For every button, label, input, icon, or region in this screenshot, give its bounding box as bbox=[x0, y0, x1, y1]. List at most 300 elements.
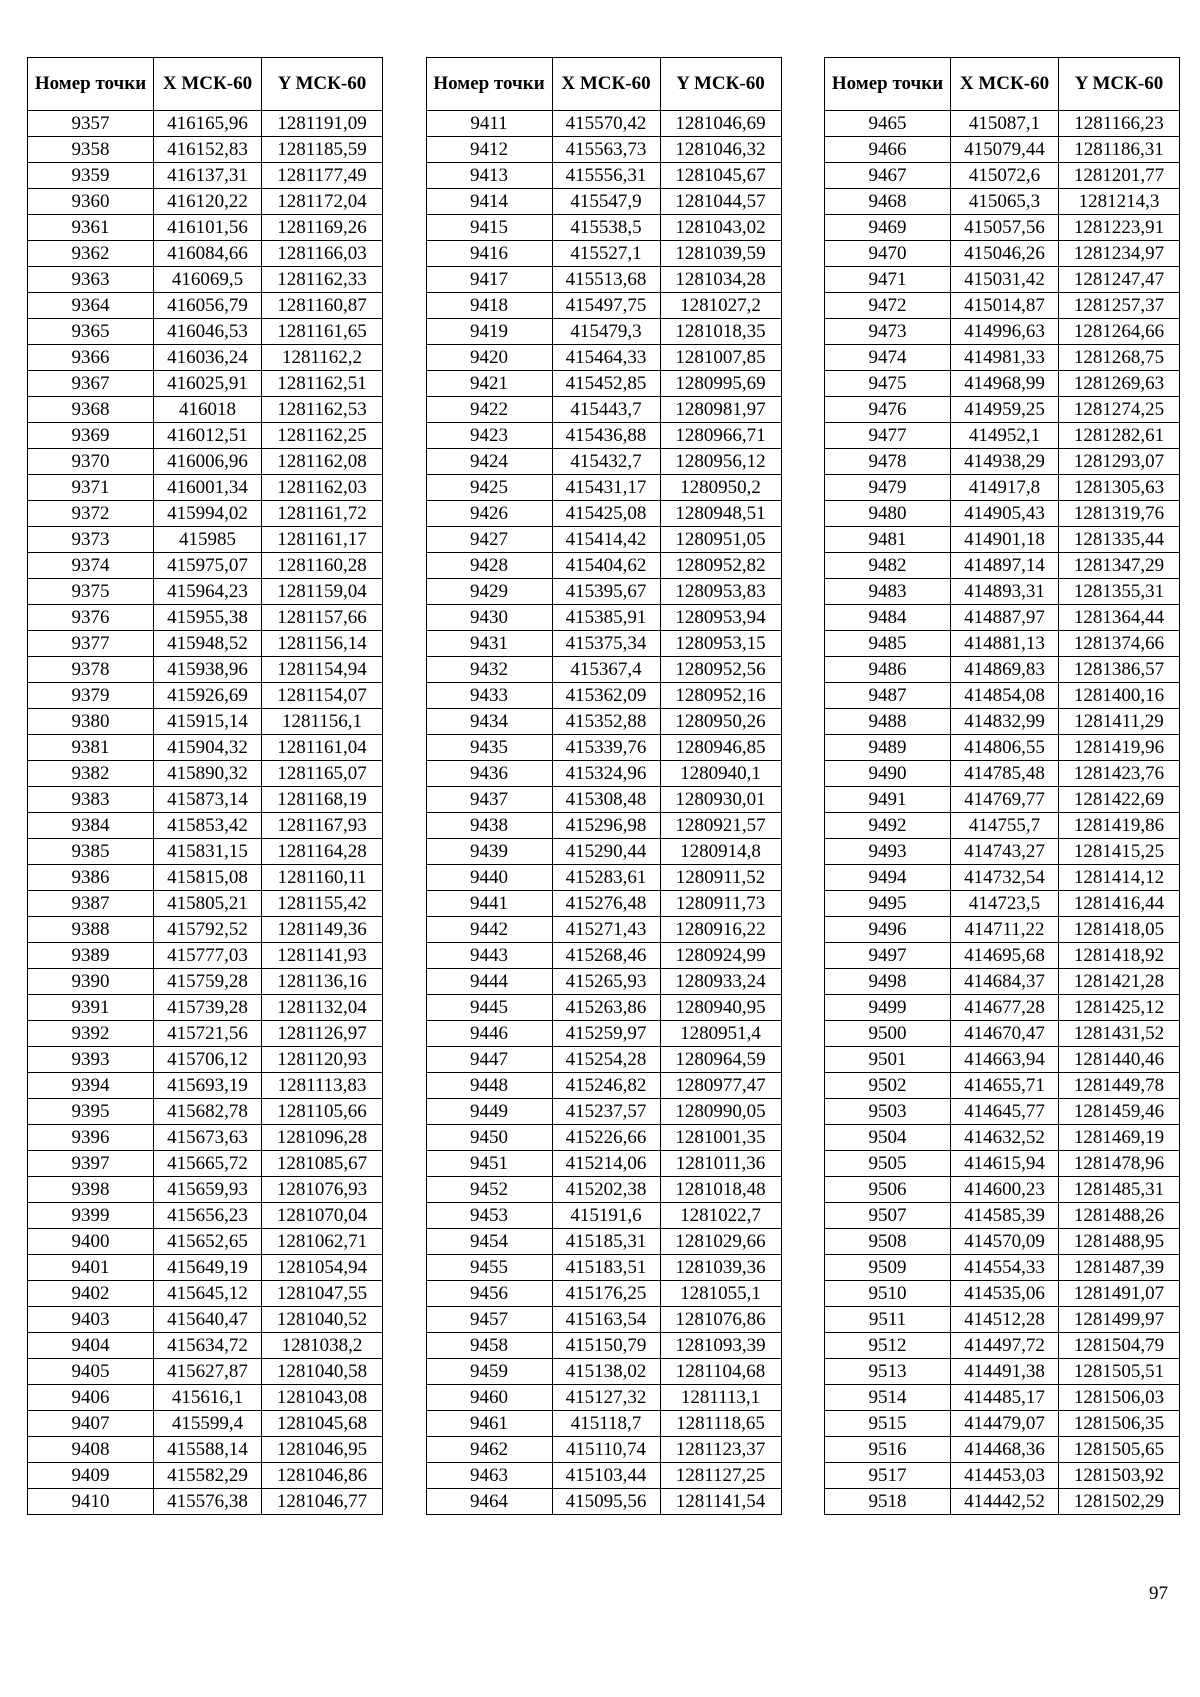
x-coordinate-cell: 415057,56 bbox=[951, 215, 1059, 241]
y-coordinate-cell: 1281011,36 bbox=[660, 1151, 781, 1177]
y-coordinate-cell: 1281503,92 bbox=[1059, 1463, 1180, 1489]
point-number-cell: 9361 bbox=[28, 215, 154, 241]
y-coordinate-cell: 1281172,04 bbox=[262, 189, 383, 215]
table-row bbox=[426, 189, 781, 215]
y-coordinate-cell: 1281123,37 bbox=[660, 1437, 781, 1463]
table-row bbox=[825, 657, 1180, 683]
table-row bbox=[825, 917, 1180, 943]
x-coordinate-cell: 415792,52 bbox=[154, 917, 262, 943]
x-coordinate-cell: 415656,23 bbox=[154, 1203, 262, 1229]
table-row bbox=[28, 501, 383, 527]
point-number-cell: 9372 bbox=[28, 501, 154, 527]
table-row bbox=[426, 1125, 781, 1151]
table-row bbox=[426, 969, 781, 995]
y-coordinate-cell: 1280914,8 bbox=[660, 839, 781, 865]
point-number-cell: 9357 bbox=[28, 111, 154, 137]
x-coordinate-cell: 414893,31 bbox=[951, 579, 1059, 605]
y-coordinate-cell: 1281505,65 bbox=[1059, 1437, 1180, 1463]
point-number-cell: 9438 bbox=[426, 813, 552, 839]
point-number-cell: 9370 bbox=[28, 449, 154, 475]
y-coordinate-cell: 1280952,56 bbox=[660, 657, 781, 683]
y-coordinate-cell: 1281282,61 bbox=[1059, 423, 1180, 449]
table-row bbox=[825, 1411, 1180, 1437]
x-coordinate-cell: 416084,66 bbox=[154, 241, 262, 267]
table-row bbox=[426, 1047, 781, 1073]
table-row bbox=[825, 137, 1180, 163]
point-number-cell: 9400 bbox=[28, 1229, 154, 1255]
x-coordinate-cell: 415634,72 bbox=[154, 1333, 262, 1359]
table-row bbox=[28, 1463, 383, 1489]
table-row bbox=[426, 137, 781, 163]
table-row bbox=[825, 1125, 1180, 1151]
x-coordinate-cell: 415513,68 bbox=[552, 267, 660, 293]
table-row bbox=[28, 267, 383, 293]
point-number-cell: 9457 bbox=[426, 1307, 552, 1333]
point-number-cell: 9441 bbox=[426, 891, 552, 917]
table-row bbox=[825, 1229, 1180, 1255]
y-coordinate-cell: 1281414,12 bbox=[1059, 865, 1180, 891]
x-coordinate-cell: 415547,9 bbox=[552, 189, 660, 215]
x-coordinate-cell: 415479,3 bbox=[552, 319, 660, 345]
point-number-cell: 9447 bbox=[426, 1047, 552, 1073]
point-number-cell: 9426 bbox=[426, 501, 552, 527]
point-number-cell: 9383 bbox=[28, 787, 154, 813]
table-row bbox=[28, 735, 383, 761]
point-number-cell: 9509 bbox=[825, 1255, 951, 1281]
point-number-cell: 9423 bbox=[426, 423, 552, 449]
table-row bbox=[28, 1385, 383, 1411]
point-number-cell: 9417 bbox=[426, 267, 552, 293]
y-coordinate-cell: 1281162,51 bbox=[262, 371, 383, 397]
x-coordinate-cell: 415339,76 bbox=[552, 735, 660, 761]
point-number-cell: 9478 bbox=[825, 449, 951, 475]
table-row bbox=[426, 1463, 781, 1489]
x-coordinate-cell: 415425,08 bbox=[552, 501, 660, 527]
y-coordinate-cell: 1281191,09 bbox=[262, 111, 383, 137]
point-number-cell: 9435 bbox=[426, 735, 552, 761]
x-coordinate-cell: 415659,93 bbox=[154, 1177, 262, 1203]
x-coordinate-cell: 416069,5 bbox=[154, 267, 262, 293]
x-coordinate-cell: 415046,26 bbox=[951, 241, 1059, 267]
y-coordinate-cell: 1281046,32 bbox=[660, 137, 781, 163]
y-coordinate-cell: 1281161,72 bbox=[262, 501, 383, 527]
x-coordinate-cell: 415254,28 bbox=[552, 1047, 660, 1073]
table-row bbox=[426, 1021, 781, 1047]
x-coordinate-cell: 415031,42 bbox=[951, 267, 1059, 293]
table-row bbox=[28, 605, 383, 631]
table-row bbox=[426, 293, 781, 319]
table-row bbox=[426, 1437, 781, 1463]
table-row bbox=[825, 891, 1180, 917]
x-coordinate-cell: 414743,27 bbox=[951, 839, 1059, 865]
y-coordinate-cell: 1281506,03 bbox=[1059, 1385, 1180, 1411]
x-coordinate-cell: 414832,99 bbox=[951, 709, 1059, 735]
x-coordinate-cell: 414670,47 bbox=[951, 1021, 1059, 1047]
table-row bbox=[825, 579, 1180, 605]
x-coordinate-cell: 415362,09 bbox=[552, 683, 660, 709]
table-row bbox=[28, 527, 383, 553]
point-number-cell: 9415 bbox=[426, 215, 552, 241]
point-number-cell: 9371 bbox=[28, 475, 154, 501]
table-header-row bbox=[28, 58, 383, 111]
point-number-cell: 9485 bbox=[825, 631, 951, 657]
y-coordinate-cell: 1281364,44 bbox=[1059, 605, 1180, 631]
point-number-cell: 9436 bbox=[426, 761, 552, 787]
x-coordinate-cell: 415103,44 bbox=[552, 1463, 660, 1489]
x-coordinate-cell: 415065,3 bbox=[951, 189, 1059, 215]
x-coordinate-cell: 415570,42 bbox=[552, 111, 660, 137]
x-coordinate-cell: 414905,43 bbox=[951, 501, 1059, 527]
table-row bbox=[426, 1359, 781, 1385]
x-coordinate-cell: 415385,91 bbox=[552, 605, 660, 631]
point-number-cell: 9393 bbox=[28, 1047, 154, 1073]
x-coordinate-cell: 415352,88 bbox=[552, 709, 660, 735]
x-coordinate-cell: 415072,6 bbox=[951, 163, 1059, 189]
y-coordinate-cell: 1280948,51 bbox=[660, 501, 781, 527]
point-number-cell: 9460 bbox=[426, 1385, 552, 1411]
y-coordinate-cell: 1281160,87 bbox=[262, 293, 383, 319]
table-row bbox=[28, 1307, 383, 1333]
x-coordinate-cell: 416025,91 bbox=[154, 371, 262, 397]
x-coordinate-cell: 415693,19 bbox=[154, 1073, 262, 1099]
point-number-cell: 9427 bbox=[426, 527, 552, 553]
y-coordinate-cell: 1280911,52 bbox=[660, 865, 781, 891]
point-number-cell: 9418 bbox=[426, 293, 552, 319]
x-coordinate-cell: 414917,8 bbox=[951, 475, 1059, 501]
y-coordinate-cell: 1281027,2 bbox=[660, 293, 781, 319]
point-number-cell: 9469 bbox=[825, 215, 951, 241]
table-row bbox=[825, 1151, 1180, 1177]
table-row bbox=[426, 1255, 781, 1281]
point-number-cell: 9377 bbox=[28, 631, 154, 657]
y-coordinate-cell: 1280981,97 bbox=[660, 397, 781, 423]
point-number-cell: 9501 bbox=[825, 1047, 951, 1073]
x-coordinate-cell: 415404,62 bbox=[552, 553, 660, 579]
x-coordinate-cell: 415673,63 bbox=[154, 1125, 262, 1151]
point-number-cell: 9475 bbox=[825, 371, 951, 397]
x-coordinate-cell: 414453,03 bbox=[951, 1463, 1059, 1489]
y-coordinate-cell: 1281335,44 bbox=[1059, 527, 1180, 553]
table-row bbox=[28, 969, 383, 995]
x-coordinate-cell: 415259,97 bbox=[552, 1021, 660, 1047]
y-coordinate-cell: 1281054,94 bbox=[262, 1255, 383, 1281]
y-coordinate-cell: 1280916,22 bbox=[660, 917, 781, 943]
point-number-cell: 9431 bbox=[426, 631, 552, 657]
y-coordinate-cell: 1281425,12 bbox=[1059, 995, 1180, 1021]
table-row bbox=[825, 475, 1180, 501]
table-row bbox=[825, 1489, 1180, 1515]
x-coordinate-cell: 415538,5 bbox=[552, 215, 660, 241]
table-row bbox=[426, 475, 781, 501]
table-row bbox=[28, 1333, 383, 1359]
x-coordinate-cell: 414663,94 bbox=[951, 1047, 1059, 1073]
table-row bbox=[825, 683, 1180, 709]
point-number-cell: 9451 bbox=[426, 1151, 552, 1177]
x-coordinate-cell: 414479,07 bbox=[951, 1411, 1059, 1437]
point-number-cell: 9476 bbox=[825, 397, 951, 423]
y-coordinate-cell: 1281247,47 bbox=[1059, 267, 1180, 293]
table-row bbox=[426, 241, 781, 267]
table-row bbox=[825, 423, 1180, 449]
point-number-cell: 9374 bbox=[28, 553, 154, 579]
point-number-cell: 9416 bbox=[426, 241, 552, 267]
table-row bbox=[825, 345, 1180, 371]
y-coordinate-cell: 1281157,66 bbox=[262, 605, 383, 631]
table-row bbox=[426, 891, 781, 917]
table-row bbox=[825, 1021, 1180, 1047]
x-coordinate-cell: 414600,23 bbox=[951, 1177, 1059, 1203]
y-coordinate-cell: 1281504,79 bbox=[1059, 1333, 1180, 1359]
x-coordinate-cell: 415452,85 bbox=[552, 371, 660, 397]
y-coordinate-cell: 1281257,37 bbox=[1059, 293, 1180, 319]
point-number-cell: 9362 bbox=[28, 241, 154, 267]
table-row bbox=[28, 553, 383, 579]
x-coordinate-cell: 415432,7 bbox=[552, 449, 660, 475]
x-coordinate-cell: 414968,99 bbox=[951, 371, 1059, 397]
y-coordinate-cell: 1281007,85 bbox=[660, 345, 781, 371]
x-coordinate-cell: 414854,08 bbox=[951, 683, 1059, 709]
point-number-cell: 9402 bbox=[28, 1281, 154, 1307]
x-coordinate-cell: 415214,06 bbox=[552, 1151, 660, 1177]
x-coordinate-cell: 416006,96 bbox=[154, 449, 262, 475]
x-coordinate-cell: 415308,48 bbox=[552, 787, 660, 813]
x-coordinate-cell: 416046,53 bbox=[154, 319, 262, 345]
header-x-coordinate: X МСК-60 bbox=[154, 58, 262, 111]
x-coordinate-cell: 414901,18 bbox=[951, 527, 1059, 553]
x-coordinate-cell: 415375,34 bbox=[552, 631, 660, 657]
table-row bbox=[825, 839, 1180, 865]
point-number-cell: 9456 bbox=[426, 1281, 552, 1307]
coordinates-table-1 bbox=[27, 57, 383, 1515]
point-number-cell: 9424 bbox=[426, 449, 552, 475]
point-number-cell: 9408 bbox=[28, 1437, 154, 1463]
table-row bbox=[28, 579, 383, 605]
x-coordinate-cell: 415975,07 bbox=[154, 553, 262, 579]
table-header-row bbox=[426, 58, 781, 111]
point-number-cell: 9496 bbox=[825, 917, 951, 943]
table-row bbox=[28, 1151, 383, 1177]
table-row bbox=[426, 319, 781, 345]
table-row bbox=[825, 761, 1180, 787]
y-coordinate-cell: 1280930,01 bbox=[660, 787, 781, 813]
point-number-cell: 9368 bbox=[28, 397, 154, 423]
x-coordinate-cell: 415138,02 bbox=[552, 1359, 660, 1385]
x-coordinate-cell: 416036,24 bbox=[154, 345, 262, 371]
point-number-cell: 9398 bbox=[28, 1177, 154, 1203]
point-number-cell: 9463 bbox=[426, 1463, 552, 1489]
x-coordinate-cell: 416001,34 bbox=[154, 475, 262, 501]
y-coordinate-cell: 1281499,97 bbox=[1059, 1307, 1180, 1333]
y-coordinate-cell: 1281040,58 bbox=[262, 1359, 383, 1385]
point-number-cell: 9384 bbox=[28, 813, 154, 839]
y-coordinate-cell: 1281469,19 bbox=[1059, 1125, 1180, 1151]
table-row bbox=[28, 891, 383, 917]
table-row bbox=[28, 241, 383, 267]
x-coordinate-cell: 415185,31 bbox=[552, 1229, 660, 1255]
point-number-cell: 9511 bbox=[825, 1307, 951, 1333]
point-number-cell: 9461 bbox=[426, 1411, 552, 1437]
x-coordinate-cell: 415226,66 bbox=[552, 1125, 660, 1151]
point-number-cell: 9389 bbox=[28, 943, 154, 969]
table-row bbox=[825, 1359, 1180, 1385]
point-number-cell: 9373 bbox=[28, 527, 154, 553]
x-coordinate-cell: 415443,7 bbox=[552, 397, 660, 423]
y-coordinate-cell: 1281161,17 bbox=[262, 527, 383, 553]
table-row bbox=[426, 709, 781, 735]
x-coordinate-cell: 415183,51 bbox=[552, 1255, 660, 1281]
table-row bbox=[28, 449, 383, 475]
y-coordinate-cell: 1281118,65 bbox=[660, 1411, 781, 1437]
y-coordinate-cell: 1281411,29 bbox=[1059, 709, 1180, 735]
y-coordinate-cell: 1281113,83 bbox=[262, 1073, 383, 1099]
table-row bbox=[426, 865, 781, 891]
x-coordinate-cell: 415118,7 bbox=[552, 1411, 660, 1437]
table-row bbox=[426, 553, 781, 579]
point-number-cell: 9442 bbox=[426, 917, 552, 943]
x-coordinate-cell: 415948,52 bbox=[154, 631, 262, 657]
table-row bbox=[28, 293, 383, 319]
table-row bbox=[825, 631, 1180, 657]
x-coordinate-cell: 414897,14 bbox=[951, 553, 1059, 579]
y-coordinate-cell: 1281043,02 bbox=[660, 215, 781, 241]
point-number-cell: 9364 bbox=[28, 293, 154, 319]
x-coordinate-cell: 414806,55 bbox=[951, 735, 1059, 761]
y-coordinate-cell: 1281166,03 bbox=[262, 241, 383, 267]
page-number: 97 bbox=[1149, 1583, 1168, 1604]
table-row bbox=[825, 371, 1180, 397]
x-coordinate-cell: 416165,96 bbox=[154, 111, 262, 137]
y-coordinate-cell: 1281159,04 bbox=[262, 579, 383, 605]
point-number-cell: 9507 bbox=[825, 1203, 951, 1229]
table-row bbox=[426, 579, 781, 605]
y-coordinate-cell: 1281214,3 bbox=[1059, 189, 1180, 215]
table-row bbox=[825, 1073, 1180, 1099]
point-number-cell: 9437 bbox=[426, 787, 552, 813]
y-coordinate-cell: 1281044,57 bbox=[660, 189, 781, 215]
y-coordinate-cell: 1281506,35 bbox=[1059, 1411, 1180, 1437]
x-coordinate-cell: 415497,75 bbox=[552, 293, 660, 319]
table-row bbox=[28, 189, 383, 215]
table-row bbox=[426, 1385, 781, 1411]
table-row bbox=[426, 605, 781, 631]
y-coordinate-cell: 1281034,28 bbox=[660, 267, 781, 293]
table-row bbox=[426, 735, 781, 761]
table-row bbox=[825, 397, 1180, 423]
y-coordinate-cell: 1281040,52 bbox=[262, 1307, 383, 1333]
point-number-cell: 9495 bbox=[825, 891, 951, 917]
y-coordinate-cell: 1281185,59 bbox=[262, 137, 383, 163]
table-row bbox=[28, 345, 383, 371]
point-number-cell: 9433 bbox=[426, 683, 552, 709]
y-coordinate-cell: 1280940,95 bbox=[660, 995, 781, 1021]
table-row bbox=[825, 189, 1180, 215]
y-coordinate-cell: 1281136,16 bbox=[262, 969, 383, 995]
x-coordinate-cell: 414442,52 bbox=[951, 1489, 1059, 1515]
table-row bbox=[426, 1177, 781, 1203]
point-number-cell: 9453 bbox=[426, 1203, 552, 1229]
x-coordinate-cell: 415682,78 bbox=[154, 1099, 262, 1125]
x-coordinate-cell: 414645,77 bbox=[951, 1099, 1059, 1125]
x-coordinate-cell: 415739,28 bbox=[154, 995, 262, 1021]
x-coordinate-cell: 415805,21 bbox=[154, 891, 262, 917]
x-coordinate-cell: 415095,56 bbox=[552, 1489, 660, 1515]
x-coordinate-cell: 415246,82 bbox=[552, 1073, 660, 1099]
x-coordinate-cell: 414938,29 bbox=[951, 449, 1059, 475]
table-row bbox=[28, 1489, 383, 1515]
y-coordinate-cell: 1281223,91 bbox=[1059, 215, 1180, 241]
table-row bbox=[28, 397, 383, 423]
table-row bbox=[426, 683, 781, 709]
point-number-cell: 9388 bbox=[28, 917, 154, 943]
header-x-coordinate: X МСК-60 bbox=[552, 58, 660, 111]
y-coordinate-cell: 1281201,77 bbox=[1059, 163, 1180, 189]
y-coordinate-cell: 1281047,55 bbox=[262, 1281, 383, 1307]
point-number-cell: 9483 bbox=[825, 579, 951, 605]
table-row bbox=[28, 1125, 383, 1151]
x-coordinate-cell: 415202,38 bbox=[552, 1177, 660, 1203]
table-row bbox=[825, 293, 1180, 319]
point-number-cell: 9434 bbox=[426, 709, 552, 735]
point-number-cell: 9505 bbox=[825, 1151, 951, 1177]
y-coordinate-cell: 1281046,95 bbox=[262, 1437, 383, 1463]
table-row bbox=[28, 839, 383, 865]
table-row bbox=[426, 1489, 781, 1515]
y-coordinate-cell: 1281039,36 bbox=[660, 1255, 781, 1281]
point-number-cell: 9465 bbox=[825, 111, 951, 137]
y-coordinate-cell: 1281234,97 bbox=[1059, 241, 1180, 267]
x-coordinate-cell: 416101,56 bbox=[154, 215, 262, 241]
y-coordinate-cell: 1281164,28 bbox=[262, 839, 383, 865]
y-coordinate-cell: 1281038,2 bbox=[262, 1333, 383, 1359]
y-coordinate-cell: 1281149,36 bbox=[262, 917, 383, 943]
y-coordinate-cell: 1281400,16 bbox=[1059, 683, 1180, 709]
y-coordinate-cell: 1281043,08 bbox=[262, 1385, 383, 1411]
table-row bbox=[426, 761, 781, 787]
y-coordinate-cell: 1281502,29 bbox=[1059, 1489, 1180, 1515]
y-coordinate-cell: 1281046,69 bbox=[660, 111, 781, 137]
table-row bbox=[426, 1099, 781, 1125]
point-number-cell: 9405 bbox=[28, 1359, 154, 1385]
point-number-cell: 9502 bbox=[825, 1073, 951, 1099]
coordinate-tables bbox=[27, 57, 1180, 1515]
y-coordinate-cell: 1281120,93 bbox=[262, 1047, 383, 1073]
x-coordinate-cell: 415436,88 bbox=[552, 423, 660, 449]
point-number-cell: 9492 bbox=[825, 813, 951, 839]
y-coordinate-cell: 1280953,94 bbox=[660, 605, 781, 631]
x-coordinate-cell: 416018 bbox=[154, 397, 262, 423]
x-coordinate-cell: 414491,38 bbox=[951, 1359, 1059, 1385]
y-coordinate-cell: 1281022,7 bbox=[660, 1203, 781, 1229]
table-row bbox=[28, 1047, 383, 1073]
y-coordinate-cell: 1281162,33 bbox=[262, 267, 383, 293]
x-coordinate-cell: 415263,86 bbox=[552, 995, 660, 1021]
x-coordinate-cell: 415150,79 bbox=[552, 1333, 660, 1359]
point-number-cell: 9395 bbox=[28, 1099, 154, 1125]
y-coordinate-cell: 1281126,97 bbox=[262, 1021, 383, 1047]
y-coordinate-cell: 1281449,78 bbox=[1059, 1073, 1180, 1099]
point-number-cell: 9497 bbox=[825, 943, 951, 969]
y-coordinate-cell: 1280952,16 bbox=[660, 683, 781, 709]
table-row bbox=[426, 1411, 781, 1437]
point-number-cell: 9409 bbox=[28, 1463, 154, 1489]
y-coordinate-cell: 1281418,05 bbox=[1059, 917, 1180, 943]
x-coordinate-cell: 414881,13 bbox=[951, 631, 1059, 657]
x-coordinate-cell: 415616,1 bbox=[154, 1385, 262, 1411]
point-number-cell: 9493 bbox=[825, 839, 951, 865]
y-coordinate-cell: 1281422,69 bbox=[1059, 787, 1180, 813]
point-number-cell: 9499 bbox=[825, 995, 951, 1021]
y-coordinate-cell: 1281186,31 bbox=[1059, 137, 1180, 163]
